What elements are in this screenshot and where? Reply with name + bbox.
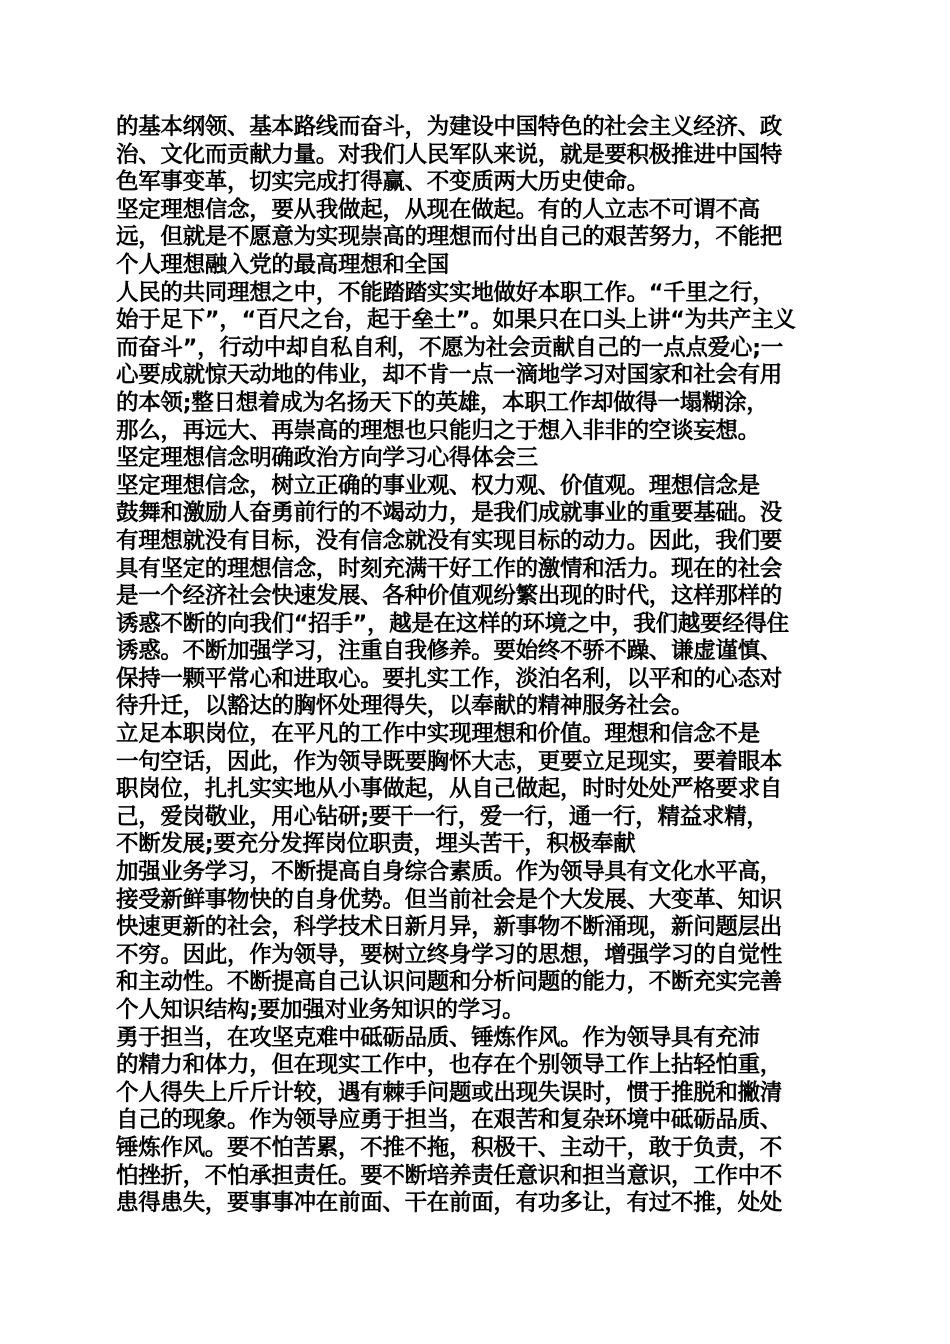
text-line: 保持一颗平常心和进取心。要扎实工作，淡泊名利，以平和的心态对 (116, 665, 783, 692)
text-line: 具有坚定的理想信念，时刻充满干好工作的激情和活力。现在的社会 (116, 555, 783, 582)
text-line: 和主动性。不断提高自己认识问题和分析问题的能力，不断充实完善 (116, 969, 783, 996)
text-line: 不穷。因此，作为领导，要树立终身学习的思想，增强学习的自觉性 (116, 941, 783, 968)
text-line: 人民的共同理想之中，不能踏踏实实地做好本职工作。“千里之行， (116, 279, 775, 306)
text-line: 治、文化而贡献力量。对我们人民军队来说，就是要积极推进中国特 (116, 141, 783, 168)
text-line: 那么，再远大、再崇高的理想也只能归之于想入非非的空谈妄想。 (116, 417, 760, 444)
document-text (116, 114, 840, 1218)
text-line: 而奋斗”，行动中却自私自利，不愿为社会贡献自己的一点点爱心;一 (116, 334, 783, 361)
text-line: 加强业务学习，不断提高自身综合素质。作为领导具有文化水平高， (116, 859, 783, 886)
text-line: 坚定理想信念，树立正确的事业观、权力观、价值观。理想信念是 (116, 472, 760, 499)
text-line: 怕挫折，不怕承担责任。要不断培养责任意识和担当意识，工作中不 (116, 1162, 783, 1189)
text-line: 有理想就没有目标，没有信念就没有实现目标的动力。因此，我们要 (116, 527, 783, 554)
text-line: 鼓舞和激励人奋勇前行的不竭动力，是我们成就事业的重要基础。没 (116, 500, 783, 527)
text-line: 勇于担当，在攻坚克难中砥砺品质、锤炼作风。作为领导具有充沛 (116, 1024, 760, 1051)
text-line: 坚定理想信念，要从我做起，从现在做起。有的人立志不可谓不高 (116, 196, 760, 223)
text-line: 的精力和体力，但在现实工作中，也存在个别领导工作上拈轻怕重， (116, 1052, 783, 1079)
text-line: 是一个经济社会快速发展、各种价值观纷繁出现的时代，这样那样的 (116, 583, 783, 610)
text-line: 立足本职岗位，在平凡的工作中实现理想和价值。理想和信念不是 (116, 721, 760, 748)
text-line: 色军事变革，切实完成打得赢、不变质两大历史使命。 (116, 169, 649, 196)
text-line: 个人知识结构;要加强对业务知识的学习。 (116, 997, 525, 1023)
section-heading: 坚定理想信念明确政治方向学习心得体会三 (116, 445, 538, 472)
text-line: 诱惑。不断加强学习，注重自我修养。要始终不骄不躁、谦虚谨慎、 (116, 638, 783, 665)
text-line: 自己的现象。作为领导应勇于担当，在艰苦和复杂环境中砥砺品质、 (116, 1107, 783, 1134)
text-line: 的本领;整日想着成为名扬天下的英雄，本职工作却做得一塌糊涂， (116, 389, 769, 416)
text-line: 诱惑不断的向我们“招手”，越是在这样的环境之中，我们越要经得住 (116, 610, 789, 637)
text-line: 患得患失，要事事冲在前面、干在前面，有功多让，有过不推，处处 (116, 1190, 783, 1217)
text-line: 个人得失上斤斤计较，遇有棘手问题或出现失误时，惯于推脱和撇清 (116, 1079, 783, 1106)
text-line: 不断发展;要充分发挥岗位职责，埋头苦干，积极奉献 (116, 831, 636, 858)
text-line: 职岗位，扎扎实实地从小事做起，从自己做起，时时处处严格要求自 (116, 776, 783, 803)
text-line: 始于足下”，“百尺之台，起于垒土”。如果只在口头上讲“为共产主义 (116, 307, 796, 334)
text-line: 远，但就是不愿意为实现崇高的理想而付出自己的艰苦努力，不能把 (116, 224, 783, 251)
text-line: 的基本纲领、基本路线而奋斗，为建设中国特色的社会主义经济、政 (116, 114, 783, 140)
text-line: 快速更新的社会，科学技术日新月异，新事物不断涌现，新问题层出 (116, 914, 783, 941)
text-line: 心要成就惊天动地的伟业，却不肯一点一滴地学习对国家和社会有用 (116, 362, 783, 389)
text-line: 一句空话，因此，作为领导既要胸怀大志，更要立足现实，要着眼本 (116, 748, 783, 775)
text-line: 己，爱岗敬业，用心钻研;要干一行，爱一行，通一行，精益求精， (116, 803, 769, 830)
text-line: 接受新鲜事物快的自身优势。但当前社会是个大发展、大变革、知识 (116, 886, 783, 913)
text-line: 锤炼作风。要不怕苦累，不推不拖，积极干、主动干，敢于负责，不 (116, 1134, 783, 1161)
text-line: 个人理想融入党的最高理想和全国 (116, 251, 450, 278)
text-line: 待升迁，以豁达的胸怀处理得失，以奉献的精神服务社会。 (116, 693, 694, 720)
